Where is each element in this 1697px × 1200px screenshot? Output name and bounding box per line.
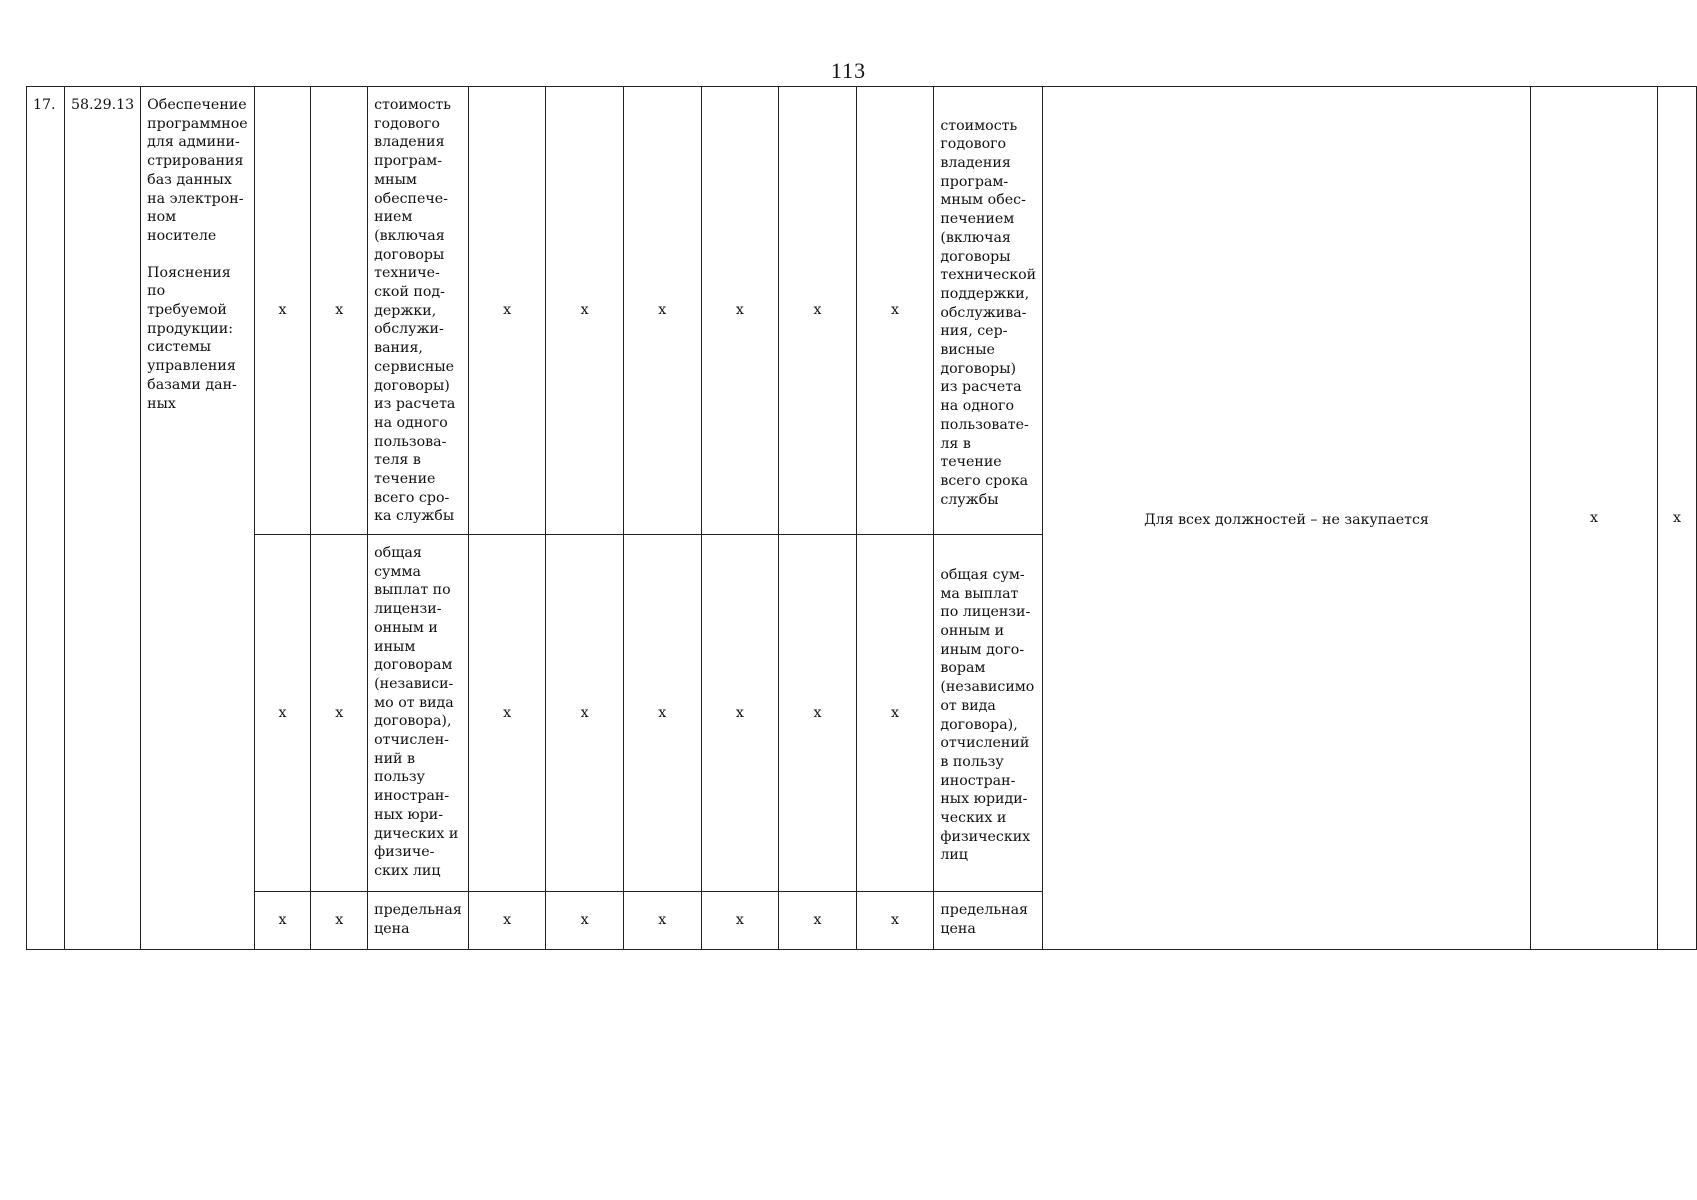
- mark-cell: х: [254, 535, 311, 892]
- characteristic-right-cell: [934, 87, 1043, 535]
- mark-cell: х: [623, 87, 701, 535]
- text-line: програм-: [940, 173, 1009, 190]
- text-line: (включая: [374, 227, 445, 244]
- mark-cell: х: [701, 87, 779, 535]
- text-line: иностран-: [940, 772, 1016, 789]
- text-line: дических и: [374, 825, 459, 842]
- text-line: стрирования: [147, 153, 244, 170]
- row-number: 17.: [33, 97, 56, 113]
- text-line: ных юри-: [374, 806, 444, 823]
- mark-cell: х: [701, 892, 779, 950]
- text-line: цена: [940, 920, 976, 937]
- text-line: течение: [374, 471, 436, 488]
- text-line: онным и: [940, 622, 1005, 639]
- text-line: физических: [940, 828, 1031, 845]
- product-note: [147, 264, 248, 414]
- text-line: стоимость: [374, 97, 451, 113]
- characteristic-right-cell: [934, 535, 1043, 892]
- text-line: на электрон-: [147, 190, 244, 207]
- text-line: (независи-: [374, 675, 454, 692]
- text-line: по лицензи-: [940, 604, 1031, 621]
- text-line: цена: [374, 920, 410, 937]
- text-line: техниче-: [374, 265, 440, 282]
- text-line: Обеспечение: [147, 97, 247, 113]
- row-code-cell: [64, 87, 140, 950]
- text-line: (независимо: [940, 679, 1035, 696]
- text-line: лиц: [940, 847, 968, 864]
- text-line: ческих и: [940, 810, 1007, 827]
- characteristic-right: [940, 566, 1036, 865]
- text-line: программное: [147, 115, 248, 132]
- text-line: вания,: [374, 340, 423, 357]
- text-line: ных: [147, 395, 176, 412]
- text-line: на одного: [940, 398, 1015, 415]
- text-line: ния, сер-: [940, 323, 1008, 340]
- mark-cell: х: [779, 892, 857, 950]
- mark-cell: х: [254, 892, 311, 950]
- text-line: ля в течение: [940, 435, 1002, 471]
- okpd-code: 58.29.13: [70, 97, 135, 113]
- text-line: ка службы: [374, 508, 455, 525]
- text-line: общая сум-: [940, 566, 1025, 583]
- text-line: отчислений: [940, 735, 1030, 752]
- text-line: договора),: [940, 716, 1018, 733]
- text-line: сервисные: [374, 358, 455, 375]
- text-line: иным: [374, 638, 416, 655]
- positions-text: Для всех должностей – не закупается: [1144, 512, 1429, 529]
- mark-cell: х: [779, 87, 857, 535]
- characteristic-left-cell: [368, 892, 469, 950]
- text-line: выплат по: [374, 582, 451, 599]
- mark-cell: х: [254, 87, 311, 535]
- text-line: теля в: [374, 452, 421, 469]
- text-line: всего сро-: [374, 489, 450, 506]
- text-line: договоры): [940, 360, 1017, 377]
- row-number-cell: [27, 87, 65, 950]
- text-line: в пользу: [940, 753, 1004, 770]
- text-line: онным и: [374, 619, 438, 636]
- text-line: от вида: [940, 697, 996, 714]
- characteristic-left-cell: [368, 535, 469, 892]
- text-line: баз данных: [147, 171, 232, 188]
- text-line: из расчета: [374, 396, 456, 413]
- text-line: обслужи-: [374, 321, 444, 338]
- positions-cell: [1043, 87, 1531, 950]
- characteristic-right-cell: [934, 892, 1043, 950]
- text-line: ских лиц: [374, 862, 441, 879]
- text-line: по требуемой: [147, 283, 227, 319]
- mark-cell: х: [311, 535, 368, 892]
- mark-cell: х: [856, 87, 934, 535]
- text-line: ма выплат: [940, 585, 1019, 602]
- text-line: договоры: [940, 248, 1011, 265]
- text-line: мо от вида: [374, 694, 454, 711]
- text-line: держки,: [374, 302, 437, 319]
- table-row: [27, 87, 1697, 535]
- text-line: пользова-: [374, 433, 447, 450]
- mark-cell: х: [1658, 87, 1697, 950]
- mark-cell: х: [546, 87, 624, 535]
- text-line: иным дого-: [940, 641, 1025, 658]
- mark-cell: х: [546, 892, 624, 950]
- characteristic-left: [374, 901, 462, 938]
- text-line: базами дан-: [147, 376, 237, 393]
- text-line: службы: [940, 491, 999, 508]
- product-name-cell: [141, 87, 255, 950]
- text-line: всего срока: [940, 472, 1029, 489]
- text-line: физиче-: [374, 844, 435, 861]
- product-name: [147, 96, 248, 246]
- mark-cell: х: [701, 535, 779, 892]
- text-line: владения: [940, 155, 1011, 172]
- mark-cell: х: [311, 87, 368, 535]
- text-line: иностран-: [374, 788, 450, 805]
- text-line: договоры: [374, 246, 445, 263]
- mark-cell: х: [856, 892, 934, 950]
- mark-cell: х: [546, 535, 624, 892]
- text-line: из расчета: [940, 379, 1022, 396]
- text-line: предельная: [940, 902, 1029, 918]
- mark-cell: х: [311, 892, 368, 950]
- text-line: годового: [374, 115, 440, 132]
- text-line: договорам: [374, 657, 453, 674]
- mark-cell: х: [623, 535, 701, 892]
- mark-cell: х: [468, 892, 546, 950]
- text-line: поддержки,: [940, 285, 1030, 302]
- text-line: мным: [374, 171, 417, 188]
- mark-cell: х: [779, 535, 857, 892]
- mark-cell: х: [468, 535, 546, 892]
- text-line: для админи-: [147, 134, 240, 151]
- mark-cell: х: [468, 87, 546, 535]
- text-line: продукции:: [147, 320, 234, 337]
- mark-cell: х: [623, 892, 701, 950]
- characteristic-right: [940, 901, 1036, 938]
- characteristic-right: [940, 117, 1036, 510]
- text-line: ской под-: [374, 284, 445, 301]
- mark-cell: х: [856, 535, 934, 892]
- text-line: технической: [940, 267, 1037, 284]
- text-line: стоимость: [940, 117, 1018, 134]
- text-line: пользу: [374, 769, 425, 786]
- characteristic-left-cell: [368, 87, 469, 535]
- characteristic-left: [374, 544, 462, 881]
- text-line: ворам: [940, 660, 986, 677]
- text-line: ном носителе: [147, 209, 217, 244]
- text-line: обеспече-: [374, 190, 448, 207]
- text-line: договора),: [374, 713, 452, 730]
- text-line: отчислен-: [374, 732, 449, 749]
- text-line: ных юриди-: [940, 791, 1028, 808]
- text-line: мным обес-: [940, 192, 1026, 209]
- text-line: печением: [940, 211, 1015, 228]
- text-line: на одного: [374, 414, 448, 431]
- text-line: пользовате-: [940, 416, 1029, 433]
- procurement-table: [26, 86, 1697, 950]
- text-line: нием: [374, 209, 413, 226]
- page-number: 113: [830, 58, 867, 83]
- text-line: договоры): [374, 377, 450, 394]
- text-line: ний в: [374, 750, 415, 767]
- characteristic-left: [374, 96, 462, 526]
- text-line: лицензи-: [374, 601, 442, 618]
- text-line: сумма: [374, 563, 421, 580]
- text-line: владения: [374, 134, 445, 151]
- text-line: годового: [940, 136, 1007, 153]
- mark-cell: х: [1530, 87, 1657, 950]
- text-line: предельная: [374, 902, 462, 918]
- text-line: Пояснения: [147, 264, 231, 281]
- text-line: управления: [147, 358, 236, 375]
- text-line: (включая: [940, 229, 1011, 246]
- text-line: висные: [940, 342, 995, 359]
- text-line: системы: [147, 339, 212, 356]
- text-line: обслужива-: [940, 304, 1027, 321]
- text-line: общая: [374, 545, 422, 561]
- text-line: програм-: [374, 153, 442, 170]
